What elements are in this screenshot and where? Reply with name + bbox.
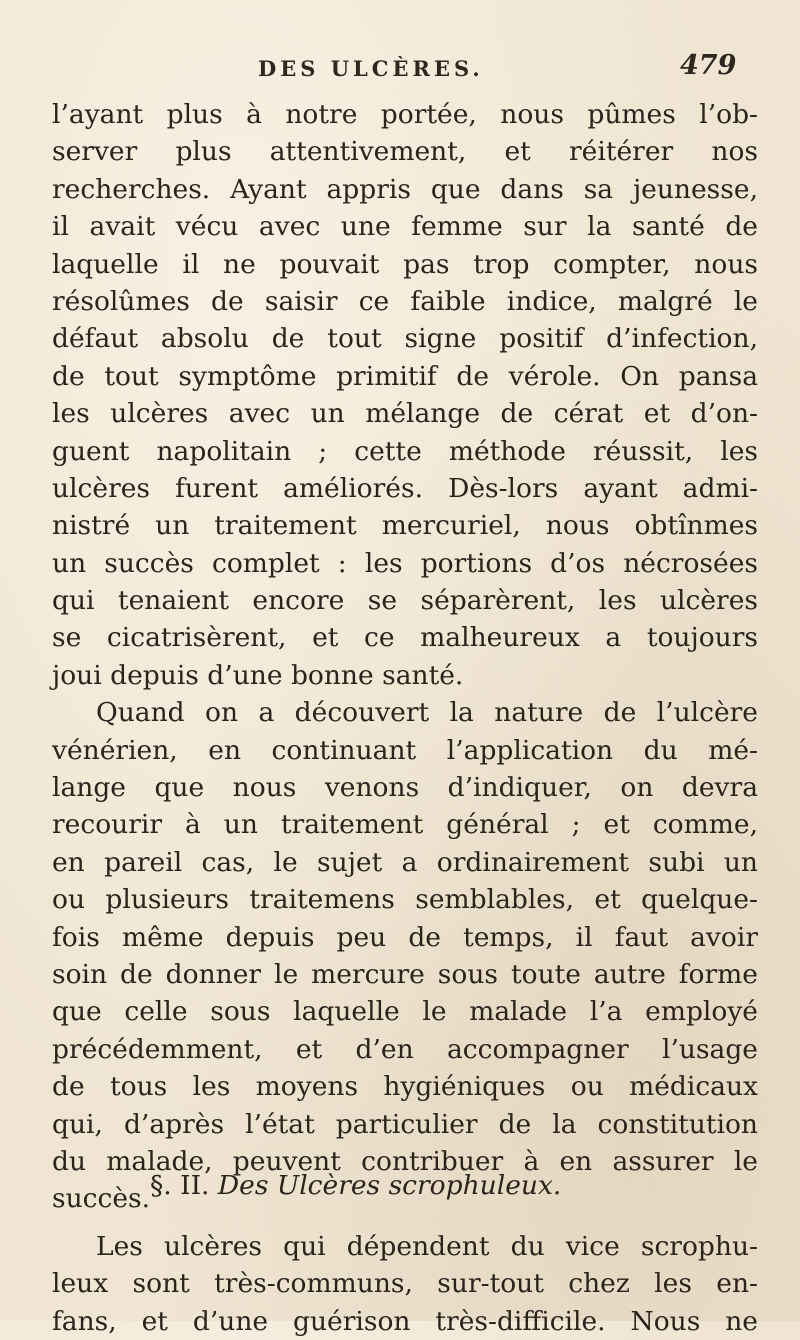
section-title: Des Ulcères scrophuleux. (217, 1170, 562, 1201)
section-heading (150, 1170, 710, 1201)
text-line: que celle sous laquelle le malade l’a employé (52, 996, 758, 1028)
body-text (52, 96, 758, 1218)
text-line: ou plusieurs traitemens semblables, et quelque- (52, 884, 758, 916)
text-line: se cicatrisèrent, et ce malheureux a toujours (52, 622, 758, 654)
text-line: leux sont très-communs, sur-tout chez les en- (52, 1268, 758, 1300)
text-line: résolûmes de saisir ce faible indice, malgré le (52, 285, 758, 317)
text-line: vénérien, en continuant l’application du mé- (52, 734, 758, 766)
text-line: en pareil cas, le sujet a ordinairement subi un (52, 846, 758, 878)
text-line: recherches. Ayant appris que dans sa jeunesse, (52, 173, 758, 205)
text-line: guent napolitain ; cette méthode réussit, les (52, 435, 758, 467)
text-line: Quand on a découvert la nature de l’ulcère (96, 697, 758, 729)
text-line: laquelle il ne pouvait pas trop compter, nous (52, 248, 758, 280)
text-line: joui depuis d’une bonne santé. (52, 659, 464, 691)
text-line: précédemment, et d’en accompagner l’usage (52, 1033, 758, 1065)
text-line: Les ulcères qui dépendent du vice scrophu- (96, 1231, 758, 1262)
text-line: soin de donner le mercure sous toute autre forme (52, 958, 758, 990)
text-line: les ulcères avec un mélange de cérat et d’on- (52, 398, 758, 430)
text-line: il avait vécu avec une femme sur la santé de (52, 211, 758, 243)
text-line: défaut absolu de tout signe positif d’infection, (52, 323, 758, 355)
page-number: 479 (680, 50, 737, 81)
text-line: server plus attentivement, et réitérer nos (52, 136, 758, 168)
text-line: ulcères furent améliorés. Dès-lors ayant admi- (52, 472, 758, 504)
text-line: lange que nous venons d’indiquer, on devra (52, 772, 758, 804)
text-line: un succès complet : les portions d’os nécrosées (52, 547, 758, 579)
text-line: du malade, peuvent contribuer à en assurer le (52, 1145, 758, 1177)
running-title: DES ULCÈRES. (258, 56, 484, 81)
text-line: recourir à un traitement général ; et comme, (52, 809, 758, 841)
text-line: fans, et d’une guérison très-difficile. Nous ne (52, 1305, 758, 1337)
text-line: fois même depuis peu de temps, il faut avoir (52, 921, 758, 953)
text-line: de tout symptôme primitif de vérole. On pansa (52, 360, 758, 392)
text-line: qui, d’après l’état particulier de la constitution (52, 1108, 758, 1140)
text-line: succès. (52, 1183, 151, 1215)
section-mark: §. II. (150, 1170, 210, 1201)
text-line: l’ayant plus à notre portée, nous pûmes l’ob- (52, 99, 758, 130)
paragraph-1 (52, 96, 758, 694)
text-line: nistré un traitement mercuriel, nous obtînmes (52, 510, 758, 542)
text-line: qui tenaient encore se séparèrent, les ulcères (52, 585, 758, 617)
running-head (0, 50, 800, 90)
text-line: de tous les moyens hygiéniques ou médicaux (52, 1071, 758, 1103)
paragraph-3 (52, 1228, 758, 1340)
paragraph-2 (52, 694, 758, 1217)
